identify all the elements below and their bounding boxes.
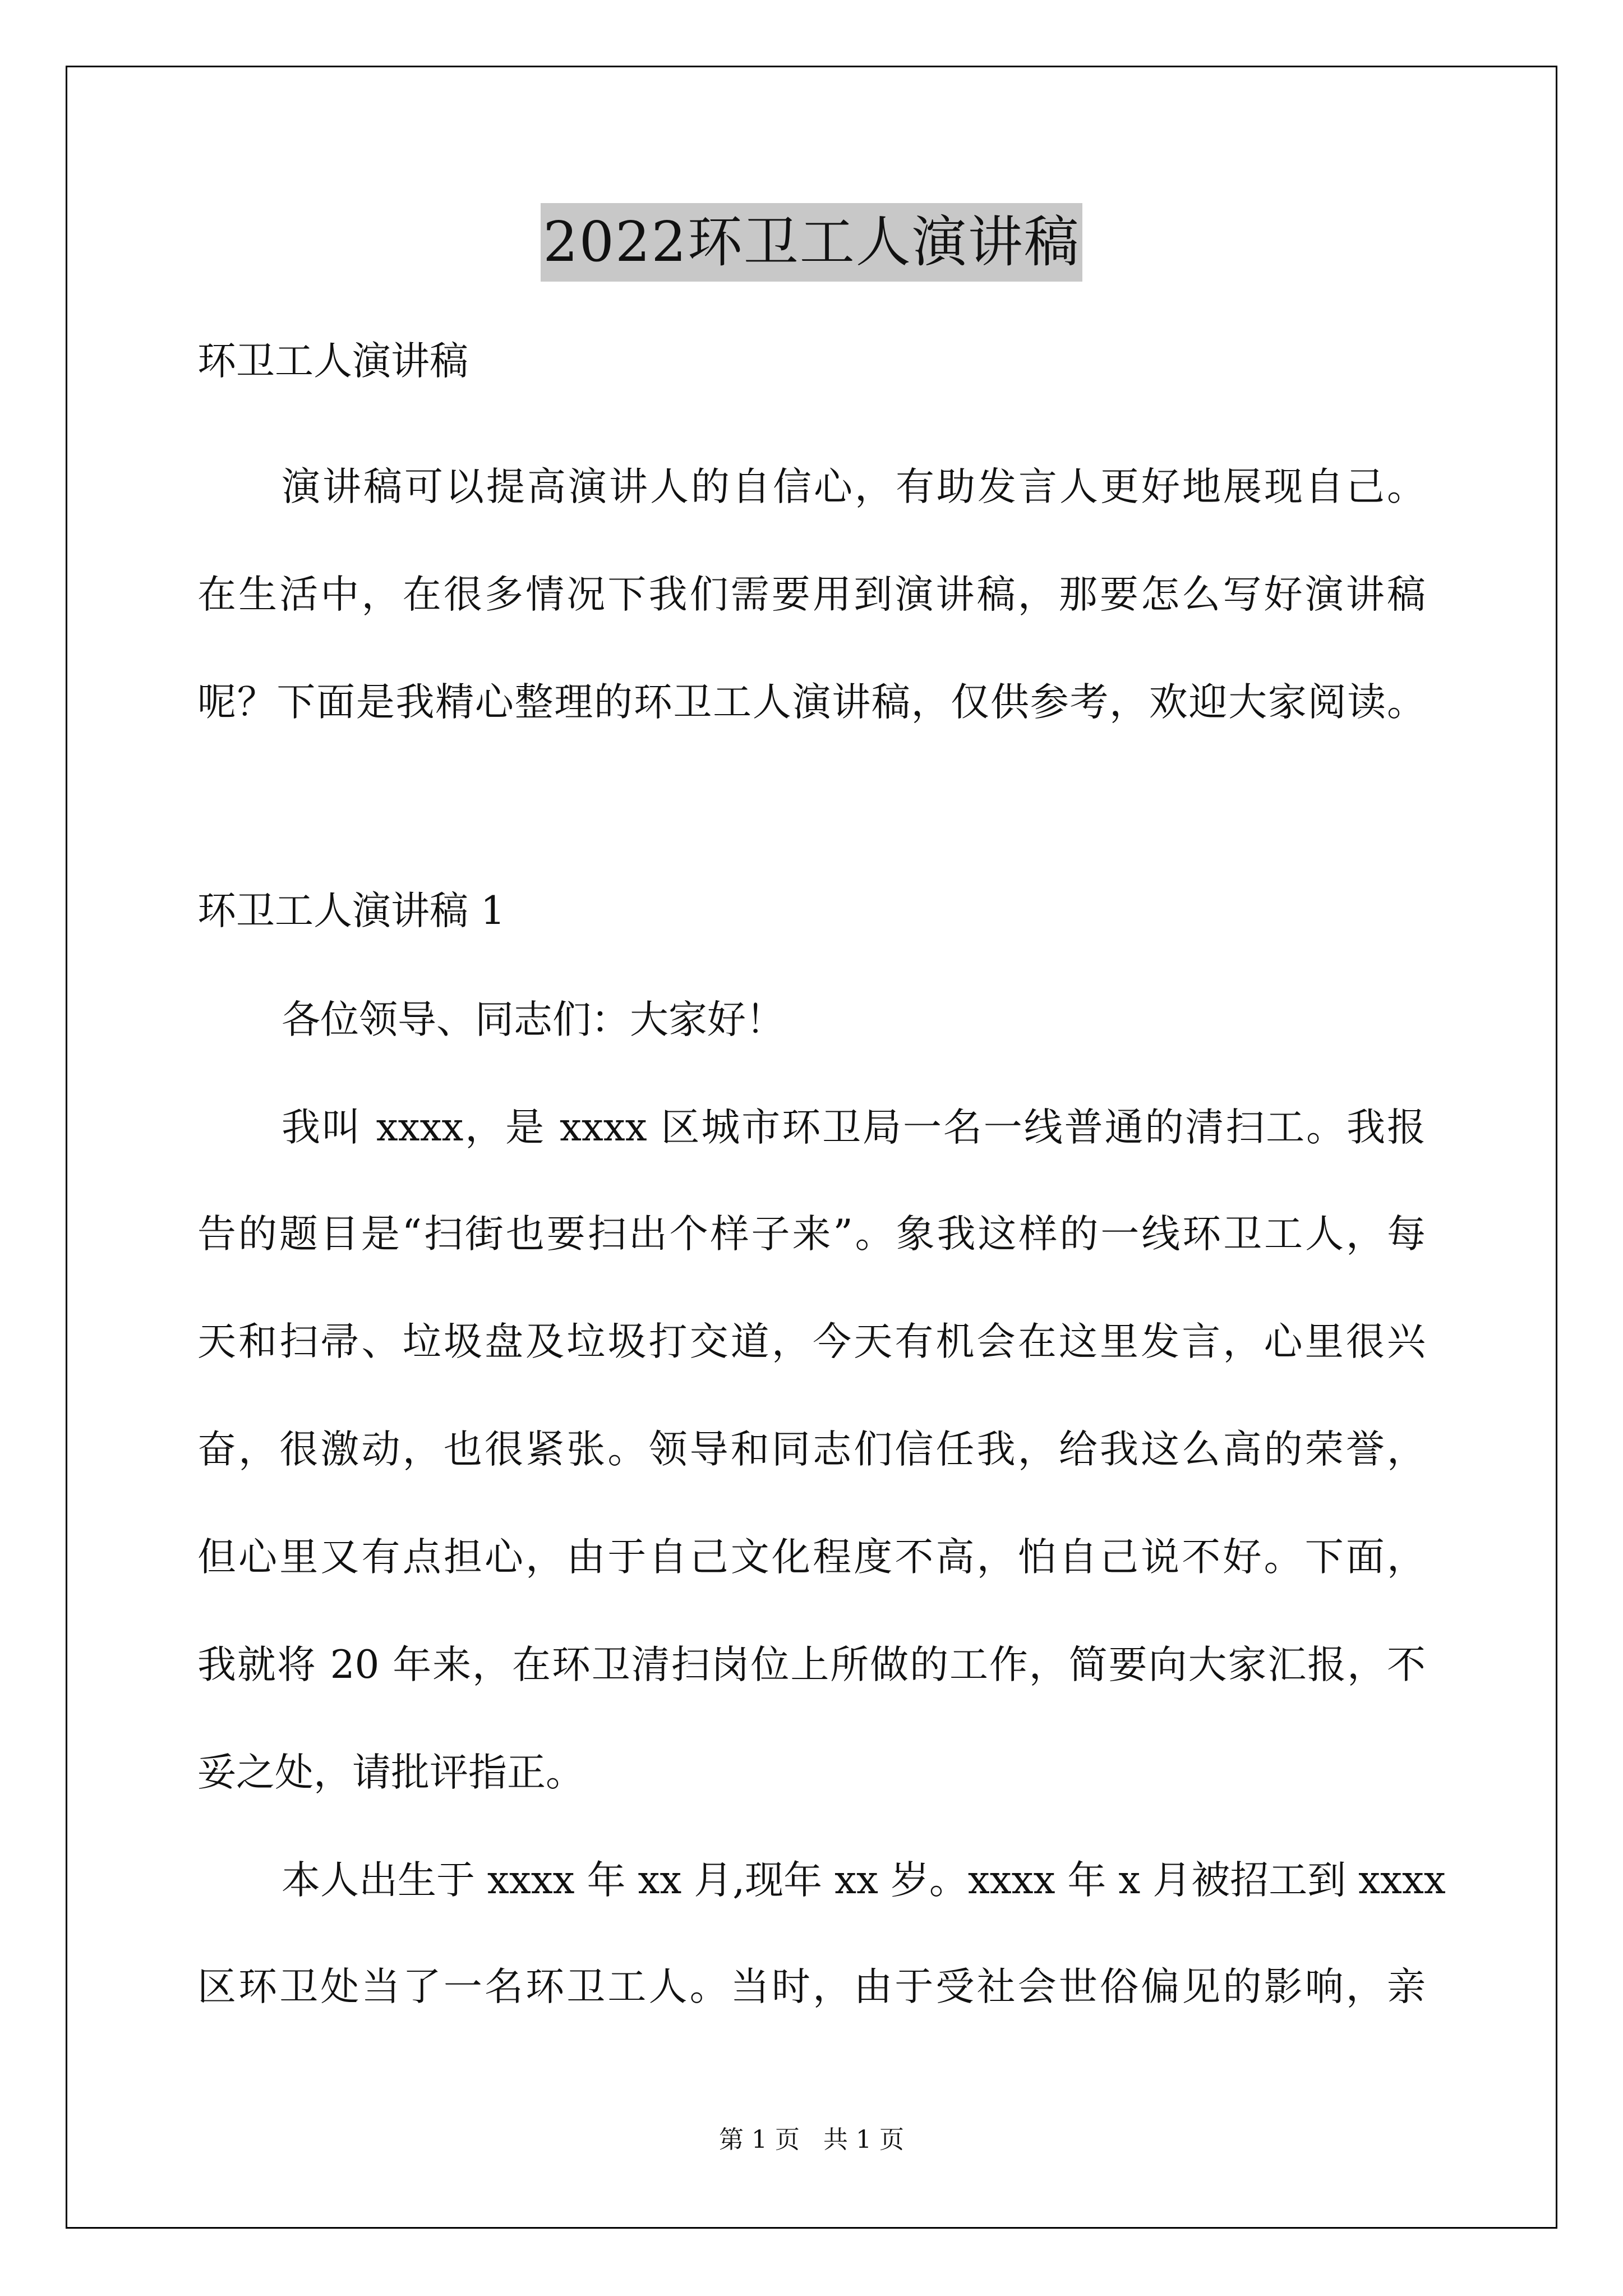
intro-line-3: 呢？下面是我精心整理的环卫工人演讲稿，仅供参考，欢迎大家阅读。 — [197, 680, 1426, 725]
para1-line-3: 天和扫帚、垃圾盘及垃圾打交道，今天有机会在这里发言，心里很兴 — [197, 1319, 1426, 1364]
document-title: 2022环卫工人演讲稿 — [541, 203, 1082, 282]
intro-line-2: 在生活中，在很多情况下我们需要用到演讲稿，那要怎么写好演讲稿 — [197, 572, 1426, 617]
section-heading: 环卫工人演讲稿 1 — [197, 889, 505, 933]
para1-line-2: 告的题目是“扫街也要扫出个样子来”。象我这样的一线环卫工人，每 — [197, 1212, 1426, 1257]
para1-line-6: 我就将 20 年来，在环卫清扫岗位上所做的工作，简要向大家汇报，不 — [197, 1642, 1426, 1687]
greeting-line: 各位领导、同志们：大家好！ — [282, 997, 785, 1042]
para2-line-1: 本人出生于 xxxx 年 xx 月,现年 xx 岁。xxxx 年 x 月被招工到 xxxx — [282, 1858, 1446, 1903]
para1-line-5: 但心里又有点担心，由于自己文化程度不高，怕自己说不好。下面， — [197, 1535, 1426, 1580]
para2-line-2: 区环卫处当了一名环卫工人。当时，由于受社会世俗偏见的影响，亲 — [197, 1964, 1426, 2009]
document-subtitle: 环卫工人演讲稿 — [197, 339, 468, 384]
para1-line-7: 妥之处，请批评指正。 — [197, 1750, 584, 1795]
page-number: 第 1 页 — [719, 2125, 800, 2154]
page-footer — [0, 2119, 1623, 2155]
intro-line-1: 演讲稿可以提高演讲人的自信心，有助发言人更好地展现自己。 — [282, 464, 1426, 509]
para1-line-4: 奋，很激动，也很紧张。领导和同志们信任我，给我这么高的荣誉， — [197, 1427, 1426, 1472]
title-container — [0, 203, 1623, 282]
para1-line-1: 我叫 xxxx，是 xxxx 区城市环卫局一名一线普通的清扫工。我报 — [282, 1105, 1426, 1150]
page-total: 共 1 页 — [823, 2125, 904, 2154]
